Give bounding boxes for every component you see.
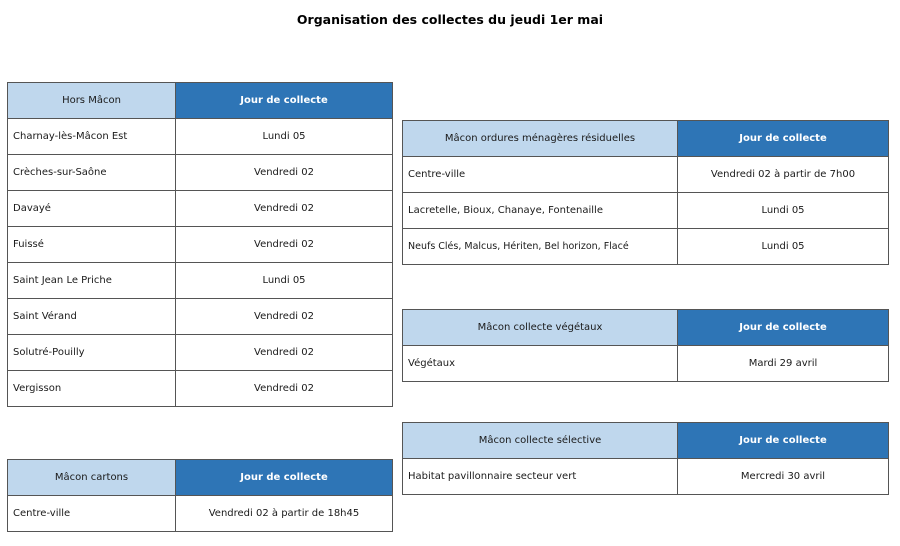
- table-row: [8, 119, 393, 155]
- day-cell: Vendredi 02 à partir de 7h00: [678, 157, 889, 193]
- location-cell: Végétaux: [403, 346, 678, 382]
- header-location: Mâcon ordures ménagères résiduelles: [403, 121, 678, 157]
- table-header-row: [403, 310, 889, 346]
- table-macon-vegetaux: [402, 309, 889, 382]
- location-cell: Davayé: [8, 191, 176, 227]
- table-header-row: [8, 83, 393, 119]
- header-collection-day: Jour de collecte: [176, 460, 393, 496]
- table-row: [8, 299, 393, 335]
- location-cell: Charnay-lès-Mâcon Est: [8, 119, 176, 155]
- location-cell: Saint Vérand: [8, 299, 176, 335]
- day-cell: Vendredi 02: [176, 227, 393, 263]
- location-cell: Neufs Clés, Malcus, Hériten, Bel horizon, Flacé: [403, 229, 678, 265]
- table-header-row: [403, 423, 889, 459]
- location-cell: Fuissé: [8, 227, 176, 263]
- table-macon-omr: [402, 120, 889, 265]
- day-cell: Mercredi 30 avril: [678, 459, 889, 495]
- table-macon-selective: [402, 422, 889, 495]
- day-cell: Vendredi 02: [176, 155, 393, 191]
- location-cell: Solutré-Pouilly: [8, 335, 176, 371]
- table-row: [8, 371, 393, 407]
- location-cell: Crèches-sur-Saône: [8, 155, 176, 191]
- header-location: Mâcon cartons: [8, 460, 176, 496]
- day-cell: Vendredi 02: [176, 299, 393, 335]
- header-location: Mâcon collecte sélective: [403, 423, 678, 459]
- day-cell: Lundi 05: [678, 229, 889, 265]
- table-row: [8, 496, 393, 532]
- header-collection-day: Jour de collecte: [678, 423, 889, 459]
- header-location: Mâcon collecte végétaux: [403, 310, 678, 346]
- day-cell: Lundi 05: [176, 119, 393, 155]
- page-title: Organisation des collectes du jeudi 1er mai: [296, 12, 604, 27]
- day-cell: Vendredi 02: [176, 335, 393, 371]
- header-location: Hors Mâcon: [8, 83, 176, 119]
- day-cell: Mardi 29 avril: [678, 346, 889, 382]
- table-row: [403, 229, 889, 265]
- table-row: [403, 346, 889, 382]
- table-row: [403, 459, 889, 495]
- table-row: [8, 191, 393, 227]
- table-macon-cartons: [7, 459, 393, 532]
- table-row: [8, 263, 393, 299]
- location-cell: Saint Jean Le Priche: [8, 263, 176, 299]
- table-row: [8, 227, 393, 263]
- location-cell: Centre-ville: [8, 496, 176, 532]
- table-row: [8, 155, 393, 191]
- location-cell: Lacretelle, Bioux, Chanaye, Fontenaille: [403, 193, 678, 229]
- day-cell: Lundi 05: [678, 193, 889, 229]
- table-header-row: [8, 460, 393, 496]
- location-cell: Vergisson: [8, 371, 176, 407]
- header-collection-day: Jour de collecte: [678, 121, 889, 157]
- header-collection-day: Jour de collecte: [678, 310, 889, 346]
- day-cell: Vendredi 02: [176, 371, 393, 407]
- day-cell: Vendredi 02: [176, 191, 393, 227]
- table-header-row: [403, 121, 889, 157]
- location-cell: Habitat pavillonnaire secteur vert: [403, 459, 678, 495]
- day-cell: Lundi 05: [176, 263, 393, 299]
- location-cell: Centre-ville: [403, 157, 678, 193]
- table-hors-macon: [7, 82, 393, 407]
- header-collection-day: Jour de collecte: [176, 83, 393, 119]
- day-cell: Vendredi 02 à partir de 18h45: [176, 496, 393, 532]
- table-row: [8, 335, 393, 371]
- table-row: [403, 193, 889, 229]
- table-row: [403, 157, 889, 193]
